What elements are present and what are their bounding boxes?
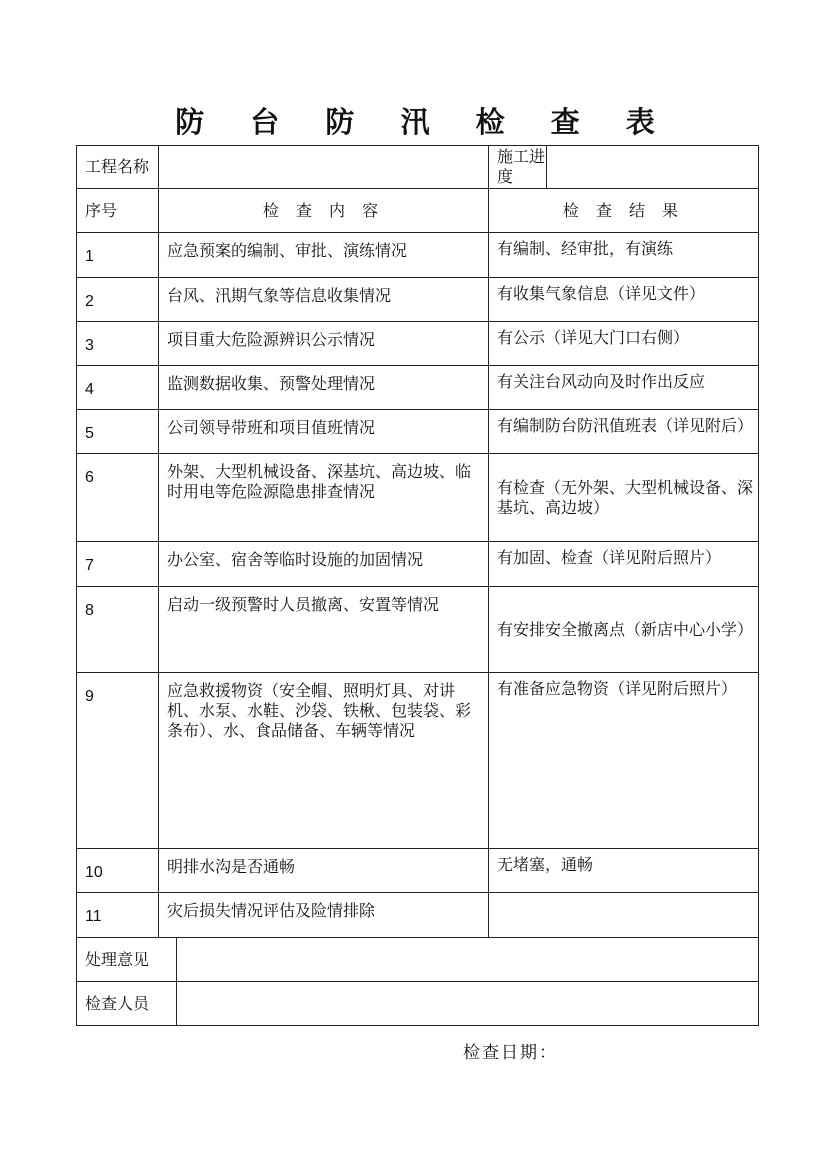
row-result[interactable]: 有公示（详见大门口右侧）	[489, 322, 759, 366]
row-content: 项目重大危险源辨识公示情况	[159, 322, 489, 366]
table-row	[77, 542, 759, 587]
progress-label: 施工进度	[489, 146, 547, 189]
row-content: 启动一级预警时人员撤离、安置等情况	[159, 587, 489, 673]
table-row	[77, 410, 759, 454]
page-title: 防 台 防 汛 检 查 表	[175, 105, 673, 139]
row-number: 11	[77, 893, 159, 938]
row-number: 10	[77, 849, 159, 893]
col-content-header: 检 查 内 容	[159, 189, 489, 233]
row-content: 公司领导带班和项目值班情况	[159, 410, 489, 454]
col-result-header: 检 查 结 果	[489, 189, 759, 233]
table-row	[77, 454, 759, 542]
row-content: 台风、汛期气象等信息收集情况	[159, 278, 489, 322]
row-number: 8	[77, 587, 159, 673]
row-result[interactable]: 有编制防台防汛值班表（详见附后）	[489, 410, 759, 454]
row-number: 5	[77, 410, 159, 454]
row-number: 6	[77, 454, 159, 542]
opinion-field[interactable]	[177, 938, 759, 982]
row-result[interactable]: 有关注台风动向及时作出反应	[489, 366, 759, 410]
row-result[interactable]: 有准备应急物资（详见附后照片）	[489, 673, 759, 849]
inspector-row	[77, 982, 759, 1026]
table-row	[77, 673, 759, 849]
row-number: 1	[77, 233, 159, 278]
inspector-field[interactable]	[177, 982, 759, 1026]
project-name-label: 工程名称	[77, 146, 159, 189]
table-row	[77, 893, 759, 938]
table-row	[77, 278, 759, 322]
row-content: 灾后损失情况评估及险情排除	[159, 893, 489, 938]
col-no-header: 序号	[77, 189, 159, 233]
row-number: 2	[77, 278, 159, 322]
row-result[interactable]: 有编制、经审批，有演练	[489, 233, 759, 278]
row-result[interactable]: 有加固、检查（详见附后照片）	[489, 542, 759, 587]
row-result[interactable]: 有收集气象信息（详见文件）	[489, 278, 759, 322]
row-number: 7	[77, 542, 159, 587]
table-row	[77, 849, 759, 893]
row-number: 3	[77, 322, 159, 366]
row-content: 监测数据收集、预警处理情况	[159, 366, 489, 410]
row-result[interactable]: 有安排安全撤离点（新店中心小学）	[489, 587, 759, 673]
progress-field[interactable]	[547, 146, 759, 189]
opinion-label: 处理意见	[77, 938, 177, 982]
row-number: 4	[77, 366, 159, 410]
inspector-label: 检查人员	[77, 982, 177, 1026]
row-content: 办公室、宿舍等临时设施的加固情况	[159, 542, 489, 587]
row-content: 外架、大型机械设备、深基坑、高边坡、临时用电等危险源隐患排查情况	[159, 454, 489, 542]
row-content: 应急预案的编制、审批、演练情况	[159, 233, 489, 278]
opinion-row	[77, 938, 759, 982]
inspection-table	[76, 145, 759, 1026]
table-row	[77, 322, 759, 366]
table-row	[77, 233, 759, 278]
column-header-row	[77, 189, 759, 233]
row-content: 应急救援物资（安全帽、照明灯具、对讲机、水泵、水鞋、沙袋、铁楸、包装袋、彩条布）、水、食品储备、车辆等情况	[159, 673, 489, 849]
row-result[interactable]	[489, 893, 759, 938]
row-content: 明排水沟是否通畅	[159, 849, 489, 893]
table-row	[77, 587, 759, 673]
project-name-field[interactable]	[159, 146, 489, 189]
row-result[interactable]: 无堵塞，通畅	[489, 849, 759, 893]
row-number: 9	[77, 673, 159, 849]
project-header-row	[77, 146, 759, 189]
inspection-date-label: 检查日期：	[463, 1043, 558, 1063]
row-result[interactable]: 有检查（无外架、大型机械设备、深基坑、高边坡）	[489, 454, 759, 542]
table-row	[77, 366, 759, 410]
